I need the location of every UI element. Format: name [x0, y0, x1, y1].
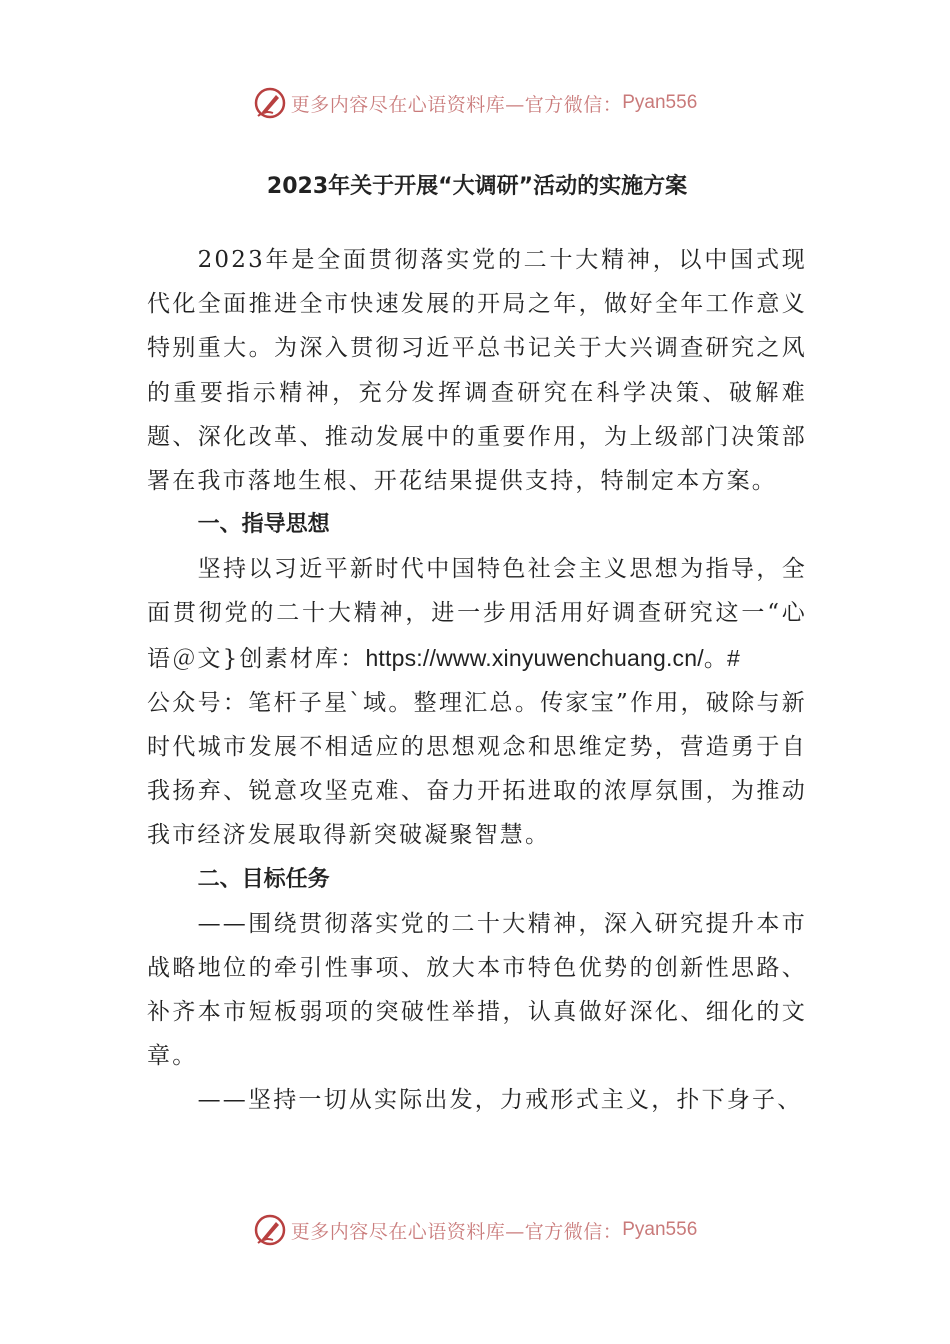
document-body — [147, 164, 807, 1123]
banner-wechat-id: Pyan556 — [622, 1219, 698, 1240]
banner-text: 更多内容尽在心语资料库—官方微信： — [290, 93, 623, 116]
watermark-text: “心语＠文}创素材库： — [147, 600, 807, 672]
goals-paragraph-2: ——坚持一切从实际出发，力戒形式主义，扑下身子、 — [197, 1087, 803, 1114]
guiding-thought-text: 坚持以习近平新时代中国特色社会主义思想为指导，全面贯彻党的二十大精神，进一步用活用好调查研究这一 — [147, 556, 807, 627]
pen-logo-icon — [253, 86, 287, 120]
section-heading-guiding-thought: 一、指导思想 — [197, 512, 330, 538]
goals-paragraph-1: ——围绕贯彻落实党的二十大精神，深入研究提升本市战略地位的牵引性事项、放大本市特色优势的创新性思路、补齐本市短板弱项的突破性举措，认真做好深化、细化的文章。 — [147, 910, 807, 1070]
banner-wechat-id: Pyan556 — [622, 92, 698, 113]
guiding-thought-continuation: 公众号：笔杆子星`域。整理汇总。传家宝”作用，破除与新时代城市发展不相适应的思想观念和思维定势，营造勇于自我扬弃、锐意攻坚克难、奋力开拓进取的浓厚氛围，为推动我市经济发展取得新突破凝聚智慧。 — [147, 689, 807, 849]
intro-paragraph: 2023年是全面贯彻落实党的二十大精神，以中国式现代化全面推进全市快速发展的开局之年，做好全年工作意义特别重大。为深入贯彻习近平总书记关于大兴调查研究之风的重要指示精神，充分发挥调查研究在科学决策、破解难题、深化改革、推动发展中的重要作用，为上级部门决策部署在我市落地生根、开花结果提供支持，特制定本方案。 — [147, 247, 807, 495]
guiding-thought-paragraph — [147, 547, 807, 681]
footer-banner — [0, 1210, 950, 1250]
watermark-url: https://www.xinyuwenchuang.cn/。# — [365, 644, 741, 671]
document-title: 2023年关于开展“大调研”活动的实施方案 — [266, 174, 688, 199]
banner-text: 更多内容尽在心语资料库—官方微信： — [290, 1220, 623, 1243]
section-heading-goals: 二、目标任务 — [197, 866, 330, 892]
header-banner — [0, 83, 950, 123]
pen-logo-icon — [253, 1213, 287, 1247]
